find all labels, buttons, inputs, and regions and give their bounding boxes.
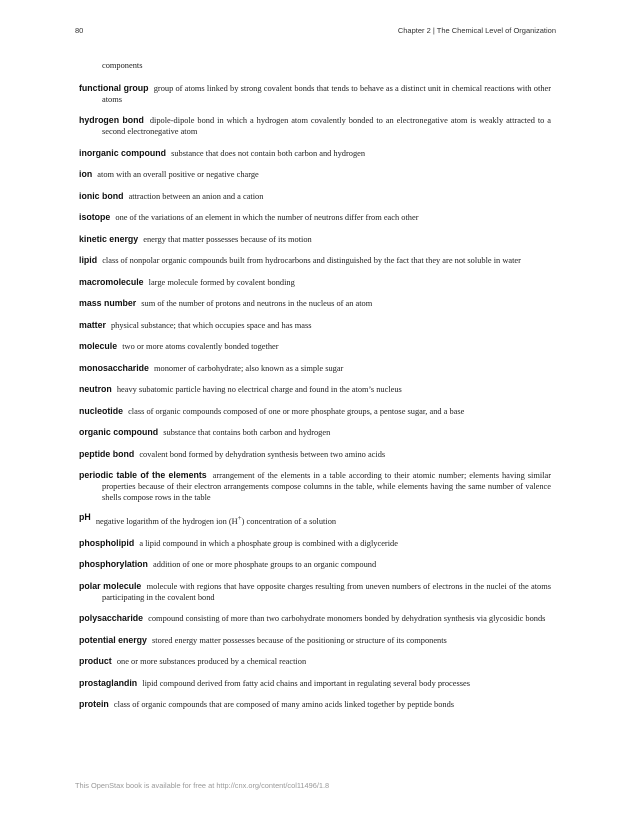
glossary-definition: covalent bond formed by dehydration synthesis between two amino acids	[139, 449, 386, 459]
glossary-definition: arrangement of the elements in a table according to their atomic number; elements having similar properties because of their electron arrangements compose columns in the table, while elements having the same number of valence shells compose rows in the table	[102, 471, 552, 503]
glossary-definition: attraction between an anion and a cation	[128, 191, 264, 201]
glossary-entry	[79, 277, 551, 289]
continuation-text: components	[102, 61, 143, 70]
glossary-entry-ph	[79, 514, 551, 529]
glossary-entry	[79, 384, 551, 396]
glossary-entry	[79, 613, 551, 625]
glossary-term: product	[79, 656, 112, 667]
glossary-term: pH	[79, 512, 91, 523]
glossary-term: nucleotide	[79, 405, 123, 416]
glossary-entry	[79, 678, 551, 690]
glossary-definition: dipole-dipole bond in which a hydrogen atom covalently bonded to an electronegative atom is weakly attracted to a second electronegative atom	[102, 116, 552, 137]
chapter-title: Chapter 2 | The Chemical Level of Organization	[397, 26, 556, 35]
glossary-definition: stored energy matter possesses because of the positioning or structure of its components	[152, 635, 447, 645]
glossary-entry	[79, 699, 551, 711]
glossary-term: peptide bond	[79, 448, 135, 459]
glossary-term: potential energy	[79, 634, 147, 645]
glossary-entry	[79, 449, 551, 461]
glossary-definition: physical substance; that which occupies space and has mass	[110, 320, 312, 330]
glossary-definition: two or more atoms covalently bonded together	[122, 342, 279, 352]
glossary-term: hydrogen bond	[79, 115, 144, 126]
glossary-entry	[79, 406, 551, 418]
glossary-definition: lipid compound derived from fatty acid chains and important in regulating several body processes	[142, 678, 470, 688]
glossary-definition: addition of one or more phosphate groups to an organic compound	[153, 560, 377, 570]
glossary-term: macromolecule	[79, 276, 144, 287]
glossary-entry	[79, 212, 551, 224]
glossary-term: molecule	[79, 341, 118, 352]
glossary-entry	[79, 255, 551, 267]
glossary-definition: atom with an overall positive or negative charge	[97, 170, 259, 180]
glossary-entry	[79, 427, 551, 439]
glossary-definition: negative logarithm of the hydrogen ion (H+) concentration of a solution	[95, 514, 337, 527]
glossary-definition: molecule with regions that have opposite charges resulting from uneven numbers of electrons in the nuclei of the atoms participating in the covalent bond	[102, 581, 552, 602]
glossary-term: functional group	[79, 83, 149, 93]
glossary-list	[79, 83, 551, 721]
glossary-term: inorganic compound	[79, 147, 166, 158]
glossary-entry	[79, 470, 551, 504]
glossary-definition: compound consisting of more than two carbohydrate monomers bonded by dehydration synthesis via glycosidic bonds	[148, 614, 546, 624]
glossary-term: isotope	[79, 212, 111, 223]
glossary-definition: one or more substances produced by a chemical reaction	[116, 657, 307, 667]
glossary-definition: one of the variations of an element in which the number of neutrons differ from each other	[115, 213, 419, 223]
glossary-definition: class of organic compounds composed of one or more phosphate groups, a pentose sugar, and a base	[128, 406, 465, 416]
glossary-definition: energy that matter possesses because of its motion	[143, 234, 312, 244]
glossary-definition: heavy subatomic particle having no electrical charge and found in the atom’s nucleus	[116, 385, 402, 395]
superscript-plus: +	[237, 514, 242, 523]
glossary-entry	[79, 341, 551, 353]
glossary-entry	[79, 298, 551, 310]
glossary-term: ion	[79, 169, 93, 180]
glossary-term: phospholipid	[79, 537, 135, 548]
glossary-term: lipid	[79, 255, 98, 266]
glossary-entry	[79, 656, 551, 668]
glossary-entry	[79, 191, 551, 203]
glossary-term: matter	[79, 319, 106, 330]
glossary-term: polysaccharide	[79, 613, 144, 624]
glossary-definition: group of atoms linked by strong covalent bonds that tends to behave as a distinct unit in chemical reactions with other atoms	[102, 84, 552, 104]
glossary-definition: class of nonpolar organic compounds built from hydrocarbons and distinguished by the fact that they are not soluble in water	[102, 256, 521, 266]
glossary-entry	[79, 320, 551, 332]
glossary-entry	[79, 635, 551, 647]
glossary-term: monosaccharide	[79, 362, 149, 373]
glossary-term: neutron	[79, 384, 112, 395]
glossary-term: prostaglandin	[79, 677, 138, 688]
glossary-definition: large molecule formed by covalent bonding	[148, 277, 295, 287]
glossary-term: organic compound	[79, 427, 159, 438]
glossary-definition: class of organic compounds that are composed of many amino acids linked together by peptide bonds	[113, 700, 455, 710]
glossary-term: phosphorylation	[79, 559, 148, 570]
glossary-definition: substance that does not contain both carbon and hydrogen	[171, 148, 366, 158]
glossary-entry	[79, 148, 551, 160]
footer-attribution: This OpenStax book is available for free at http://cnx.org/content/col11496/1.8	[75, 781, 330, 790]
glossary-entry	[79, 538, 551, 550]
glossary-entry	[79, 234, 551, 246]
glossary-entry	[79, 169, 551, 181]
glossary-entry	[79, 363, 551, 375]
glossary-definition: a lipid compound in which a phosphate group is combined with a diglyceride	[139, 538, 398, 548]
glossary-term: kinetic energy	[79, 233, 139, 244]
glossary-entry	[79, 559, 551, 571]
glossary-term: mass number	[79, 298, 137, 309]
glossary-definition: sum of the number of protons and neutrons in the nucleus of an atom	[141, 299, 373, 309]
glossary-entry	[79, 115, 551, 138]
glossary-term: polar molecule	[79, 580, 142, 591]
glossary-entry	[79, 83, 551, 106]
glossary-entry	[79, 581, 551, 604]
glossary-definition: substance that contains both carbon and hydrogen	[163, 428, 331, 438]
glossary-term: ionic bond	[79, 190, 124, 201]
glossary-term: protein	[79, 699, 109, 710]
page-number: 80	[75, 26, 84, 35]
glossary-term: periodic table of the elements	[79, 470, 207, 481]
glossary-definition: monomer of carbohydrate; also known as a simple sugar	[154, 363, 344, 373]
